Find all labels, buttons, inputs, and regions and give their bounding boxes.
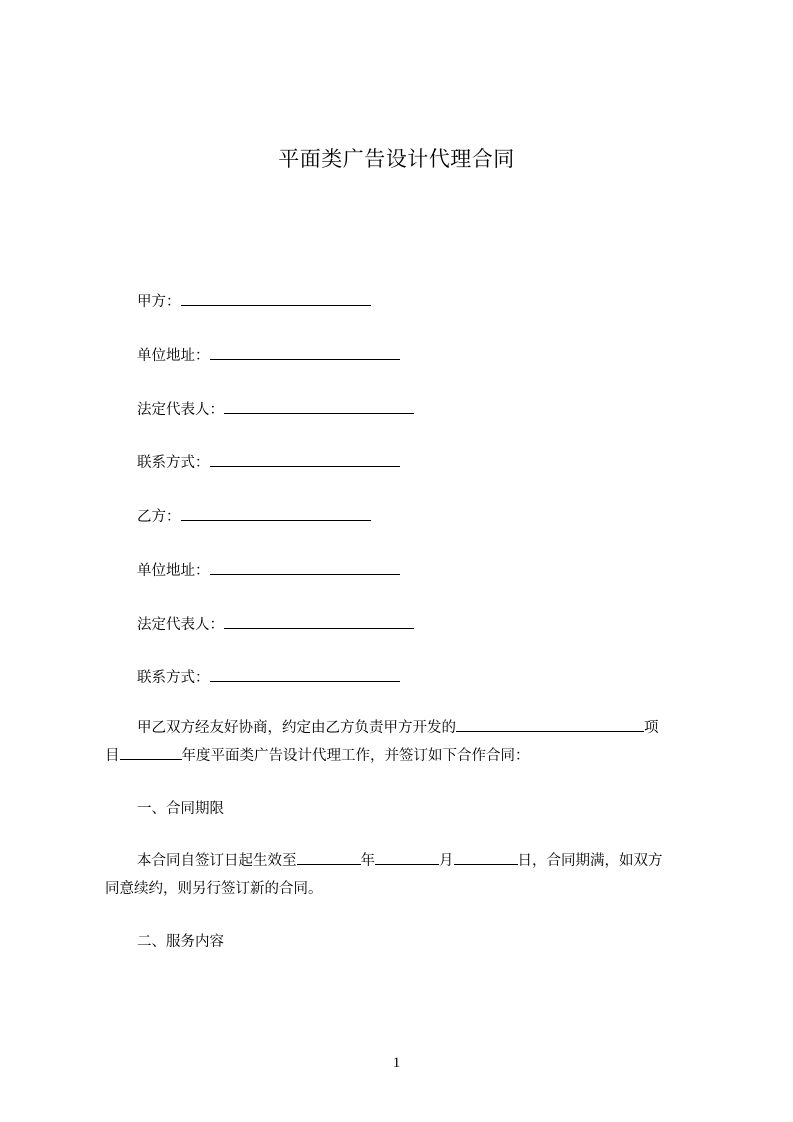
party-a-contact-blank[interactable] xyxy=(210,452,400,467)
party-a-address-field xyxy=(137,345,400,366)
section-1-heading: 一、合同期限 xyxy=(137,801,224,817)
section-1-text-2: 日，合同期满，如双方 xyxy=(517,853,663,869)
party-b-name-blank[interactable] xyxy=(181,506,371,521)
end-year-blank[interactable] xyxy=(297,850,361,865)
end-month-blank[interactable] xyxy=(375,850,439,865)
section-2-heading: 二、服务内容 xyxy=(137,934,224,950)
intro-text-4: 年度平面类广告设计代理工作，并签订如下合作合同： xyxy=(181,748,530,764)
party-b-rep-label: 法定代表人： xyxy=(137,617,224,633)
section-1-paragraph xyxy=(105,847,705,903)
party-b-address-field xyxy=(137,560,400,581)
party-b-contact-label: 联系方式： xyxy=(137,670,210,686)
month-label: 月 xyxy=(439,853,454,869)
party-a-rep-field xyxy=(137,399,414,420)
year-blank[interactable] xyxy=(120,745,182,760)
party-a-name-field xyxy=(137,291,371,312)
party-b-contact-blank[interactable] xyxy=(210,667,400,682)
end-day-blank[interactable] xyxy=(454,850,518,865)
party-a-rep-blank[interactable] xyxy=(224,399,414,414)
section-1-text-1: 本合同自签订日起生效至 xyxy=(137,853,297,869)
page-number: 1 xyxy=(392,1055,401,1071)
party-b-name-label: 乙方： xyxy=(137,509,181,525)
party-a-name-label: 甲方： xyxy=(137,294,181,310)
party-a-rep-label: 法定代表人： xyxy=(137,402,224,418)
section-1-line-2: 同意续约，则另行签订新的合同。 xyxy=(105,881,323,897)
party-a-address-label: 单位地址： xyxy=(137,348,210,364)
party-b-contact-field xyxy=(137,667,400,688)
party-a-contact-label: 联系方式： xyxy=(137,455,210,471)
party-a-name-blank[interactable] xyxy=(181,291,371,306)
party-b-address-label: 单位地址： xyxy=(137,563,210,579)
party-b-name-field xyxy=(137,506,371,527)
party-a-contact-field xyxy=(137,452,400,473)
party-b-address-blank[interactable] xyxy=(210,560,400,575)
year-label: 年 xyxy=(360,853,375,869)
intro-text-3: 目 xyxy=(105,748,120,764)
intro-line-2 xyxy=(105,742,705,770)
party-a-address-blank[interactable] xyxy=(210,345,400,360)
party-b-rep-blank[interactable] xyxy=(224,614,414,629)
intro-line-1 xyxy=(105,714,705,742)
section-1-line-1 xyxy=(105,847,705,875)
intro-text-1: 甲乙双方经友好协商，约定由乙方负责甲方开发的 xyxy=(137,720,456,736)
project-name-blank[interactable] xyxy=(456,717,644,732)
intro-paragraph xyxy=(105,714,705,770)
document-title: 平面类广告设计代理合同 xyxy=(278,147,515,171)
intro-text-2: 项 xyxy=(644,720,659,736)
party-b-rep-field xyxy=(137,614,414,635)
